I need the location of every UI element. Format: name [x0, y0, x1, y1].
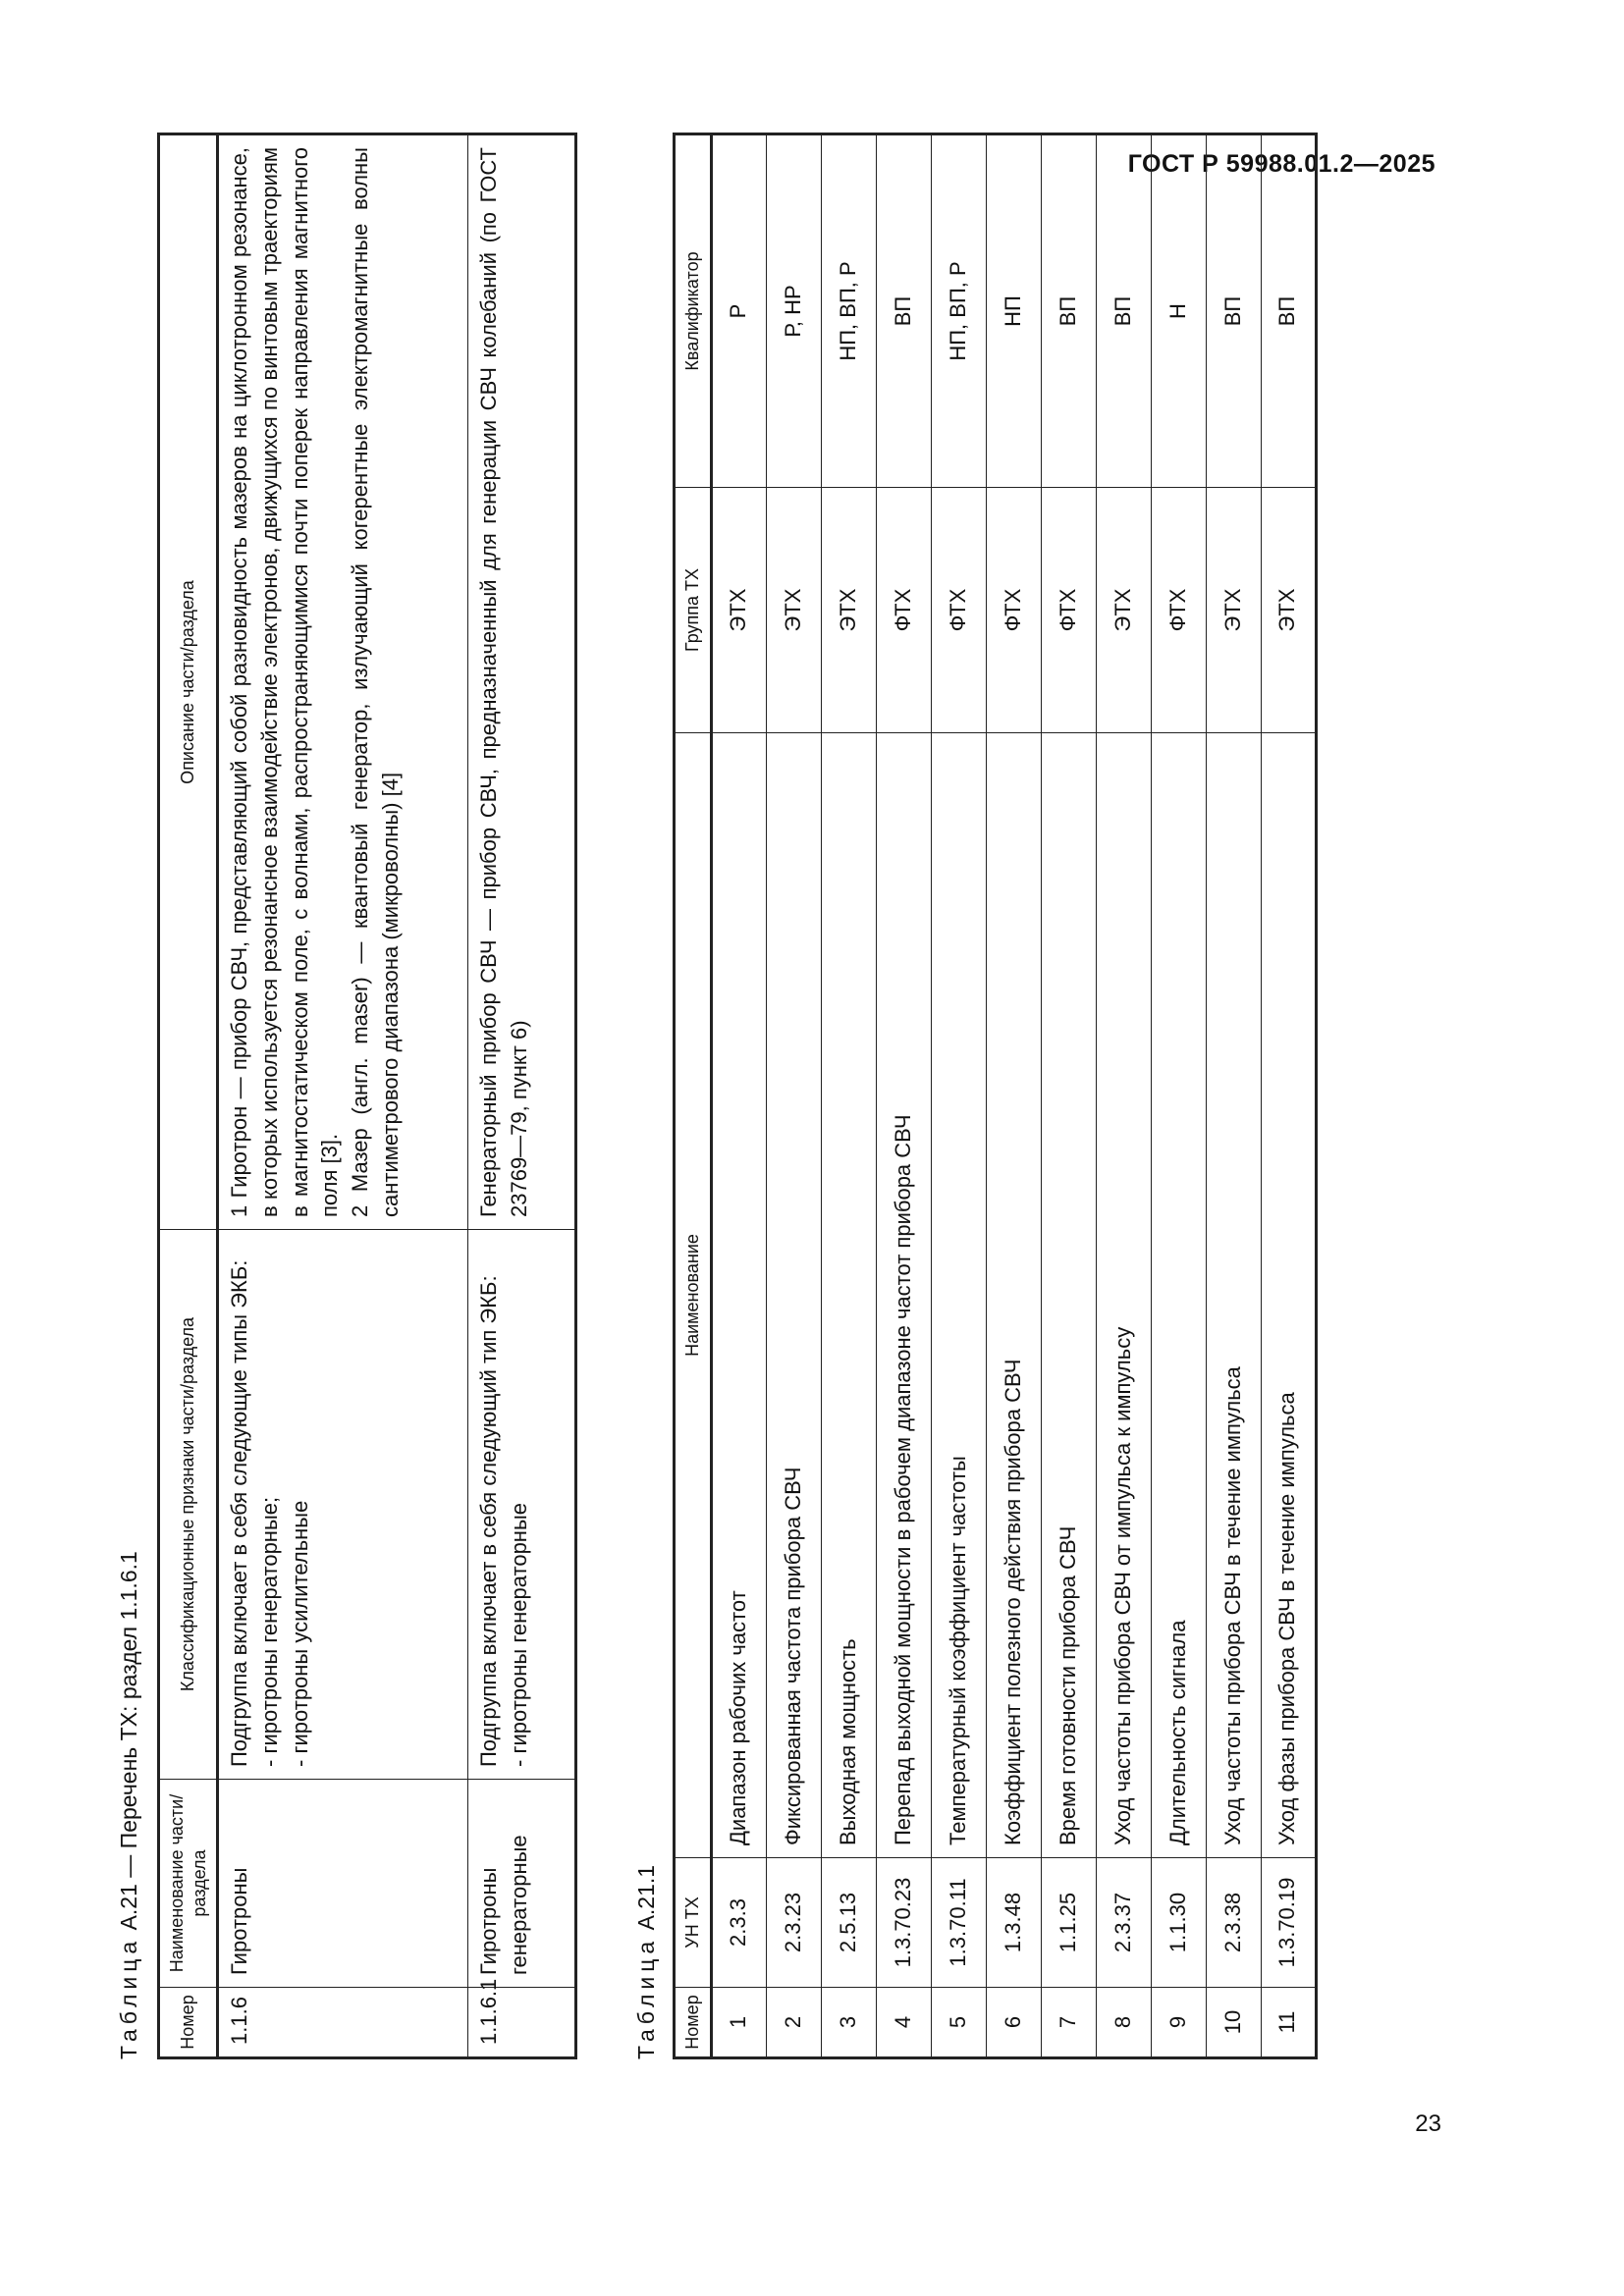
rotated-content — [98, 126, 1375, 2089]
caption-prefix: Таблица — [116, 1936, 141, 2059]
cell-group: ЭТХ — [711, 488, 766, 733]
cell-description — [218, 134, 468, 1230]
cell-name: Гиротроны — [218, 1780, 468, 1988]
cell-group: ФТХ — [1151, 488, 1206, 733]
table-row — [1096, 134, 1151, 2058]
cell-number: 1.1.6 — [218, 1988, 468, 2058]
cell-number: 1.1.6.1 — [468, 1988, 576, 2058]
table-row — [218, 134, 468, 2058]
feature-line: - гиротроны генераторные; — [256, 1496, 282, 1767]
cell-name: Время готовности прибора СВЧ — [1041, 733, 1096, 1858]
table-row — [876, 134, 931, 2058]
cell-number: 4 — [876, 1988, 931, 2058]
page-number: 23 — [1415, 2110, 1441, 2137]
cell-code: 1.3.70.19 — [1261, 1858, 1316, 1988]
table-row — [821, 134, 876, 2058]
cell-code: 1.3.70.11 — [931, 1858, 986, 1988]
description-paragraph: 1 Гиротрон — прибор СВЧ, представляющий собой разновидность мазеров на циклотронном резонансе, в которых используется резонансное взаимодействие электронов, движущихся по винтовым траекториям в магнитостатическом поле, с волнами, распространяющимися почти поперек направления магнитного поля [3]. — [227, 147, 343, 1217]
cell-qualifier: ВП — [1096, 134, 1151, 488]
feature-line: - гиротроны генераторные — [506, 1502, 531, 1767]
cell-number: 11 — [1261, 1988, 1316, 2058]
table-a21-caption — [116, 1551, 142, 2059]
document-id: ГОСТ Р 59988.01.2—2025 — [1127, 150, 1435, 178]
table-row — [931, 134, 986, 2058]
cell-qualifier: ВП — [876, 134, 931, 488]
cell-group: ФТХ — [876, 488, 931, 733]
cell-name: Перепад выходной мощности в рабочем диапазоне частот прибора СВЧ — [876, 733, 931, 1858]
cell-group: ЭТХ — [1096, 488, 1151, 733]
table-row — [1151, 134, 1206, 2058]
cell-name: Выходная мощность — [821, 733, 876, 1858]
cell-name: Температурный коэффициент частоты — [931, 733, 986, 1858]
cell-name: Уход частоты прибора СВЧ от импульса к импульсу — [1096, 733, 1151, 1858]
cell-qualifier: ВП — [1206, 134, 1261, 488]
cell-group: ФТХ — [986, 488, 1041, 733]
table-a211-caption — [633, 1865, 660, 2059]
col-header-features: Классификационные признаки части/раздела — [159, 1230, 218, 1780]
table-a21 — [157, 133, 577, 2059]
cell-description — [468, 134, 576, 1230]
cell-code: 1.1.25 — [1041, 1858, 1096, 1988]
table-row — [1206, 134, 1261, 2058]
cell-code: 2.3.3 — [711, 1858, 766, 1988]
table-row — [766, 134, 821, 2058]
cell-features — [218, 1230, 468, 1780]
feature-line: Подгруппа включает в себя следующий тип ЭКБ: — [476, 1275, 501, 1767]
cell-number: 2 — [766, 1988, 821, 2058]
cell-number: 3 — [821, 1988, 876, 2058]
description-paragraph: 2 Мазер (англ. maser) — квантовый генератор, излучающий когерентные электромагнитные волны сантиметрового диапазона (микроволны) [4] — [348, 147, 403, 1217]
cell-group: ФТХ — [931, 488, 986, 733]
caption-prefix: Таблица — [633, 1936, 659, 2059]
cell-group: ЭТХ — [821, 488, 876, 733]
cell-name: Коэффициент полезного действия прибора СВЧ — [986, 733, 1041, 1858]
cell-code: 2.3.38 — [1206, 1858, 1261, 1988]
cell-name: Диапазон рабочих частот — [711, 733, 766, 1858]
col-header-name: Наименование части/ раздела — [159, 1780, 218, 1988]
cell-code: 1.1.30 — [1151, 1858, 1206, 1988]
cell-number: 10 — [1206, 1988, 1261, 2058]
cell-group: ФТХ — [1041, 488, 1096, 733]
cell-qualifier: НП — [986, 134, 1041, 488]
cell-group: ЭТХ — [766, 488, 821, 733]
cell-number: 5 — [931, 1988, 986, 2058]
col-header-description: Описание части/раздела — [159, 134, 218, 1230]
table-row — [711, 134, 766, 2058]
table-row — [1041, 134, 1096, 2058]
cell-qualifier: НП, ВП, Р — [821, 134, 876, 488]
col-header-qualifier: Квалификатор — [675, 134, 712, 488]
cell-number: 9 — [1151, 1988, 1206, 2058]
cell-qualifier: Р — [711, 134, 766, 488]
cell-number: 7 — [1041, 1988, 1096, 2058]
col-header-number: Номер — [675, 1988, 712, 2058]
cell-qualifier: ВП — [1041, 134, 1096, 488]
cell-code: 1.3.48 — [986, 1858, 1041, 1988]
cell-code: 2.5.13 — [821, 1858, 876, 1988]
table-row — [468, 134, 576, 2058]
table-header-row — [675, 134, 712, 2058]
cell-name: Длительность сигнала — [1151, 733, 1206, 1858]
table-row — [1261, 134, 1316, 2058]
caption-text: A.21 — Перечень ТХ: раздел 1.1.6.1 — [116, 1551, 141, 1931]
cell-name: Гиротроны генераторные — [468, 1780, 576, 1988]
cell-group: ЭТХ — [1206, 488, 1261, 733]
cell-name: Уход частоты прибора СВЧ в течение импульса — [1206, 733, 1261, 1858]
col-header-number: Номер — [159, 1988, 218, 2058]
table-row — [986, 134, 1041, 2058]
feature-line: Подгруппа включает в себя следующие типы ЭКБ: — [227, 1259, 251, 1767]
cell-group: ЭТХ — [1261, 488, 1316, 733]
feature-line: - гиротроны усилительные — [287, 1500, 312, 1767]
cell-code: 2.3.37 — [1096, 1858, 1151, 1988]
cell-number: 8 — [1096, 1988, 1151, 2058]
table-header-row — [159, 134, 218, 2058]
cell-qualifier: Н — [1151, 134, 1206, 488]
cell-qualifier: НП, ВП, Р — [931, 134, 986, 488]
col-header-code: УН ТХ — [675, 1858, 712, 1988]
cell-code: 1.3.70.23 — [876, 1858, 931, 1988]
cell-code: 2.3.23 — [766, 1858, 821, 1988]
col-header-name: Наименование — [675, 733, 712, 1858]
caption-text: A.21.1 — [633, 1864, 659, 1931]
cell-qualifier: ВП — [1261, 134, 1316, 488]
description-paragraph: Генераторный прибор СВЧ — прибор СВЧ, предназначенный для генерации СВЧ колебаний (по ГОСТ 23769—79, пункт 6) — [476, 147, 531, 1217]
cell-number: 6 — [986, 1988, 1041, 2058]
cell-features — [468, 1230, 576, 1780]
cell-name: Уход фазы прибора СВЧ в течение импульса — [1261, 733, 1316, 1858]
cell-name: Фиксированная частота прибора СВЧ — [766, 733, 821, 1858]
cell-number: 1 — [711, 1988, 766, 2058]
cell-qualifier: Р, НР — [766, 134, 821, 488]
col-header-group: Группа ТХ — [675, 488, 712, 733]
table-a211 — [673, 133, 1318, 2059]
